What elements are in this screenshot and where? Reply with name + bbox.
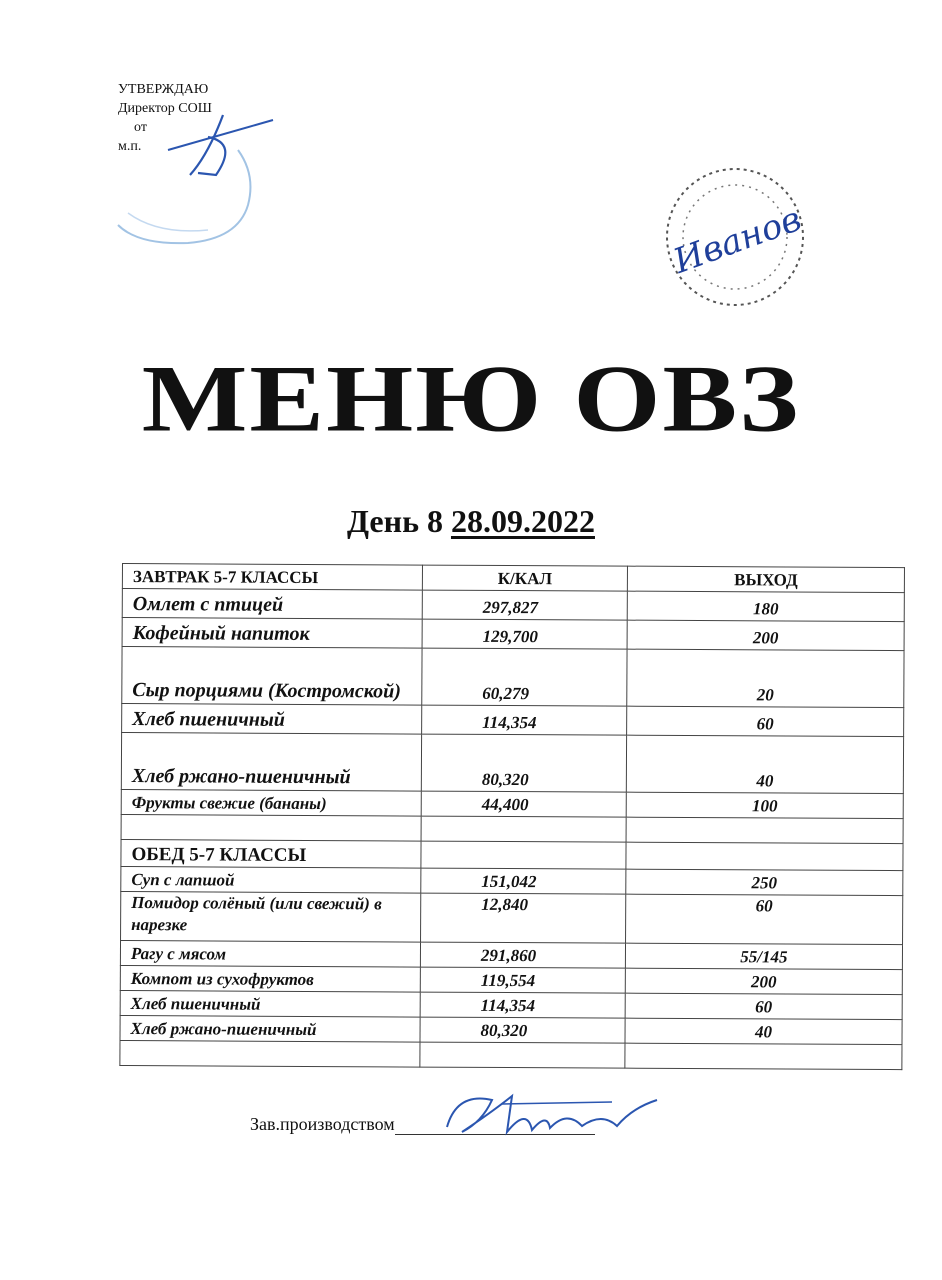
dish-kcal: 297,827: [422, 590, 627, 620]
breakfast-header-row: [122, 564, 904, 593]
table-row: [121, 891, 903, 944]
dish-output: 55/145: [625, 943, 902, 969]
production-manager-label: Зав.производством: [250, 1114, 395, 1134]
dish-output: 60: [626, 894, 903, 944]
dish-name: Хлеб пшеничный: [122, 704, 422, 735]
director-signature-seal: [98, 95, 278, 255]
dish-kcal: 60,279: [422, 648, 627, 706]
day-label: День 8: [347, 503, 443, 539]
lunch-header-row: [121, 839, 903, 870]
dish-name: Кофейный напиток: [122, 618, 422, 649]
dish-output: 180: [627, 591, 904, 621]
seal-signature-text: Иванов: [668, 198, 807, 282]
day-date: 28.09.2022: [450, 503, 595, 539]
dish-kcal: 12,840: [421, 893, 626, 943]
lunch-header: ОБЕД 5-7 КЛАССЫ: [121, 839, 421, 868]
dish-kcal: 114,354: [422, 705, 627, 735]
dish-name: Омлет с птицей: [122, 589, 422, 620]
dish-output: 40: [625, 1018, 902, 1044]
table-row: [120, 990, 902, 1019]
dish-kcal: 114,354: [420, 992, 625, 1018]
dish-name: Фрукты свежие (бананы): [121, 789, 421, 816]
dish-output: 200: [627, 620, 904, 650]
dish-kcal: 151,042: [421, 868, 626, 894]
table-row: [120, 965, 902, 994]
dish-output: 40: [626, 735, 903, 793]
dish-name: Рагу с мясом: [120, 940, 420, 967]
dish-output: 20: [627, 649, 904, 707]
dish-output: 250: [626, 869, 903, 895]
dish-name: Хлеб пшеничный: [120, 990, 420, 1017]
dish-kcal: 80,320: [420, 1017, 625, 1043]
dish-name: Компот из сухофруктов: [120, 965, 420, 992]
table-row: [122, 704, 904, 737]
dish-name: Сыр порциями (Костромской): [122, 647, 422, 706]
approval-line-approve: УТВЕРЖДАЮ: [118, 82, 209, 97]
dish-name: Суп с лапшой: [121, 866, 421, 893]
approval-line-stamp: м.п.: [118, 139, 142, 154]
dish-name: Помидор солёный (или свежий) в нарезке: [121, 891, 421, 942]
breakfast-header: ЗАВТРАК 5-7 КЛАССЫ: [122, 564, 422, 591]
dish-output: 100: [626, 792, 903, 818]
dish-name: Хлеб ржано-пшеничный: [121, 733, 421, 792]
table-row: [121, 733, 903, 794]
page-title: МЕНЮ ОВЗ: [141, 346, 801, 452]
table-row: [122, 647, 904, 708]
dish-kcal: 44,400: [421, 791, 626, 817]
dish-kcal: 291,860: [420, 942, 625, 968]
dish-output: 200: [625, 968, 902, 994]
dish-kcal: 129,700: [422, 619, 627, 649]
dish-output: 60: [627, 706, 904, 736]
approval-line-date: от: [134, 120, 147, 135]
table-row: [120, 1015, 902, 1044]
dish-name: Хлеб ржано-пшеничный: [120, 1015, 420, 1042]
production-manager-signature: [432, 1082, 672, 1152]
table-row: [121, 789, 903, 818]
table-row: [122, 618, 904, 651]
dish-output: 60: [625, 993, 902, 1019]
dish-kcal: 119,554: [420, 967, 625, 993]
kcal-header: К/КАЛ: [422, 565, 627, 591]
output-header: ВЫХОД: [627, 566, 904, 592]
dish-kcal: 80,320: [421, 734, 626, 792]
round-seal-stamp: [650, 160, 820, 315]
day-heading: [0, 503, 942, 540]
table-row: [122, 589, 904, 622]
approval-line-director: Директор СОШ: [118, 101, 212, 116]
empty-row: [120, 1040, 902, 1069]
menu-table: [119, 563, 905, 1070]
